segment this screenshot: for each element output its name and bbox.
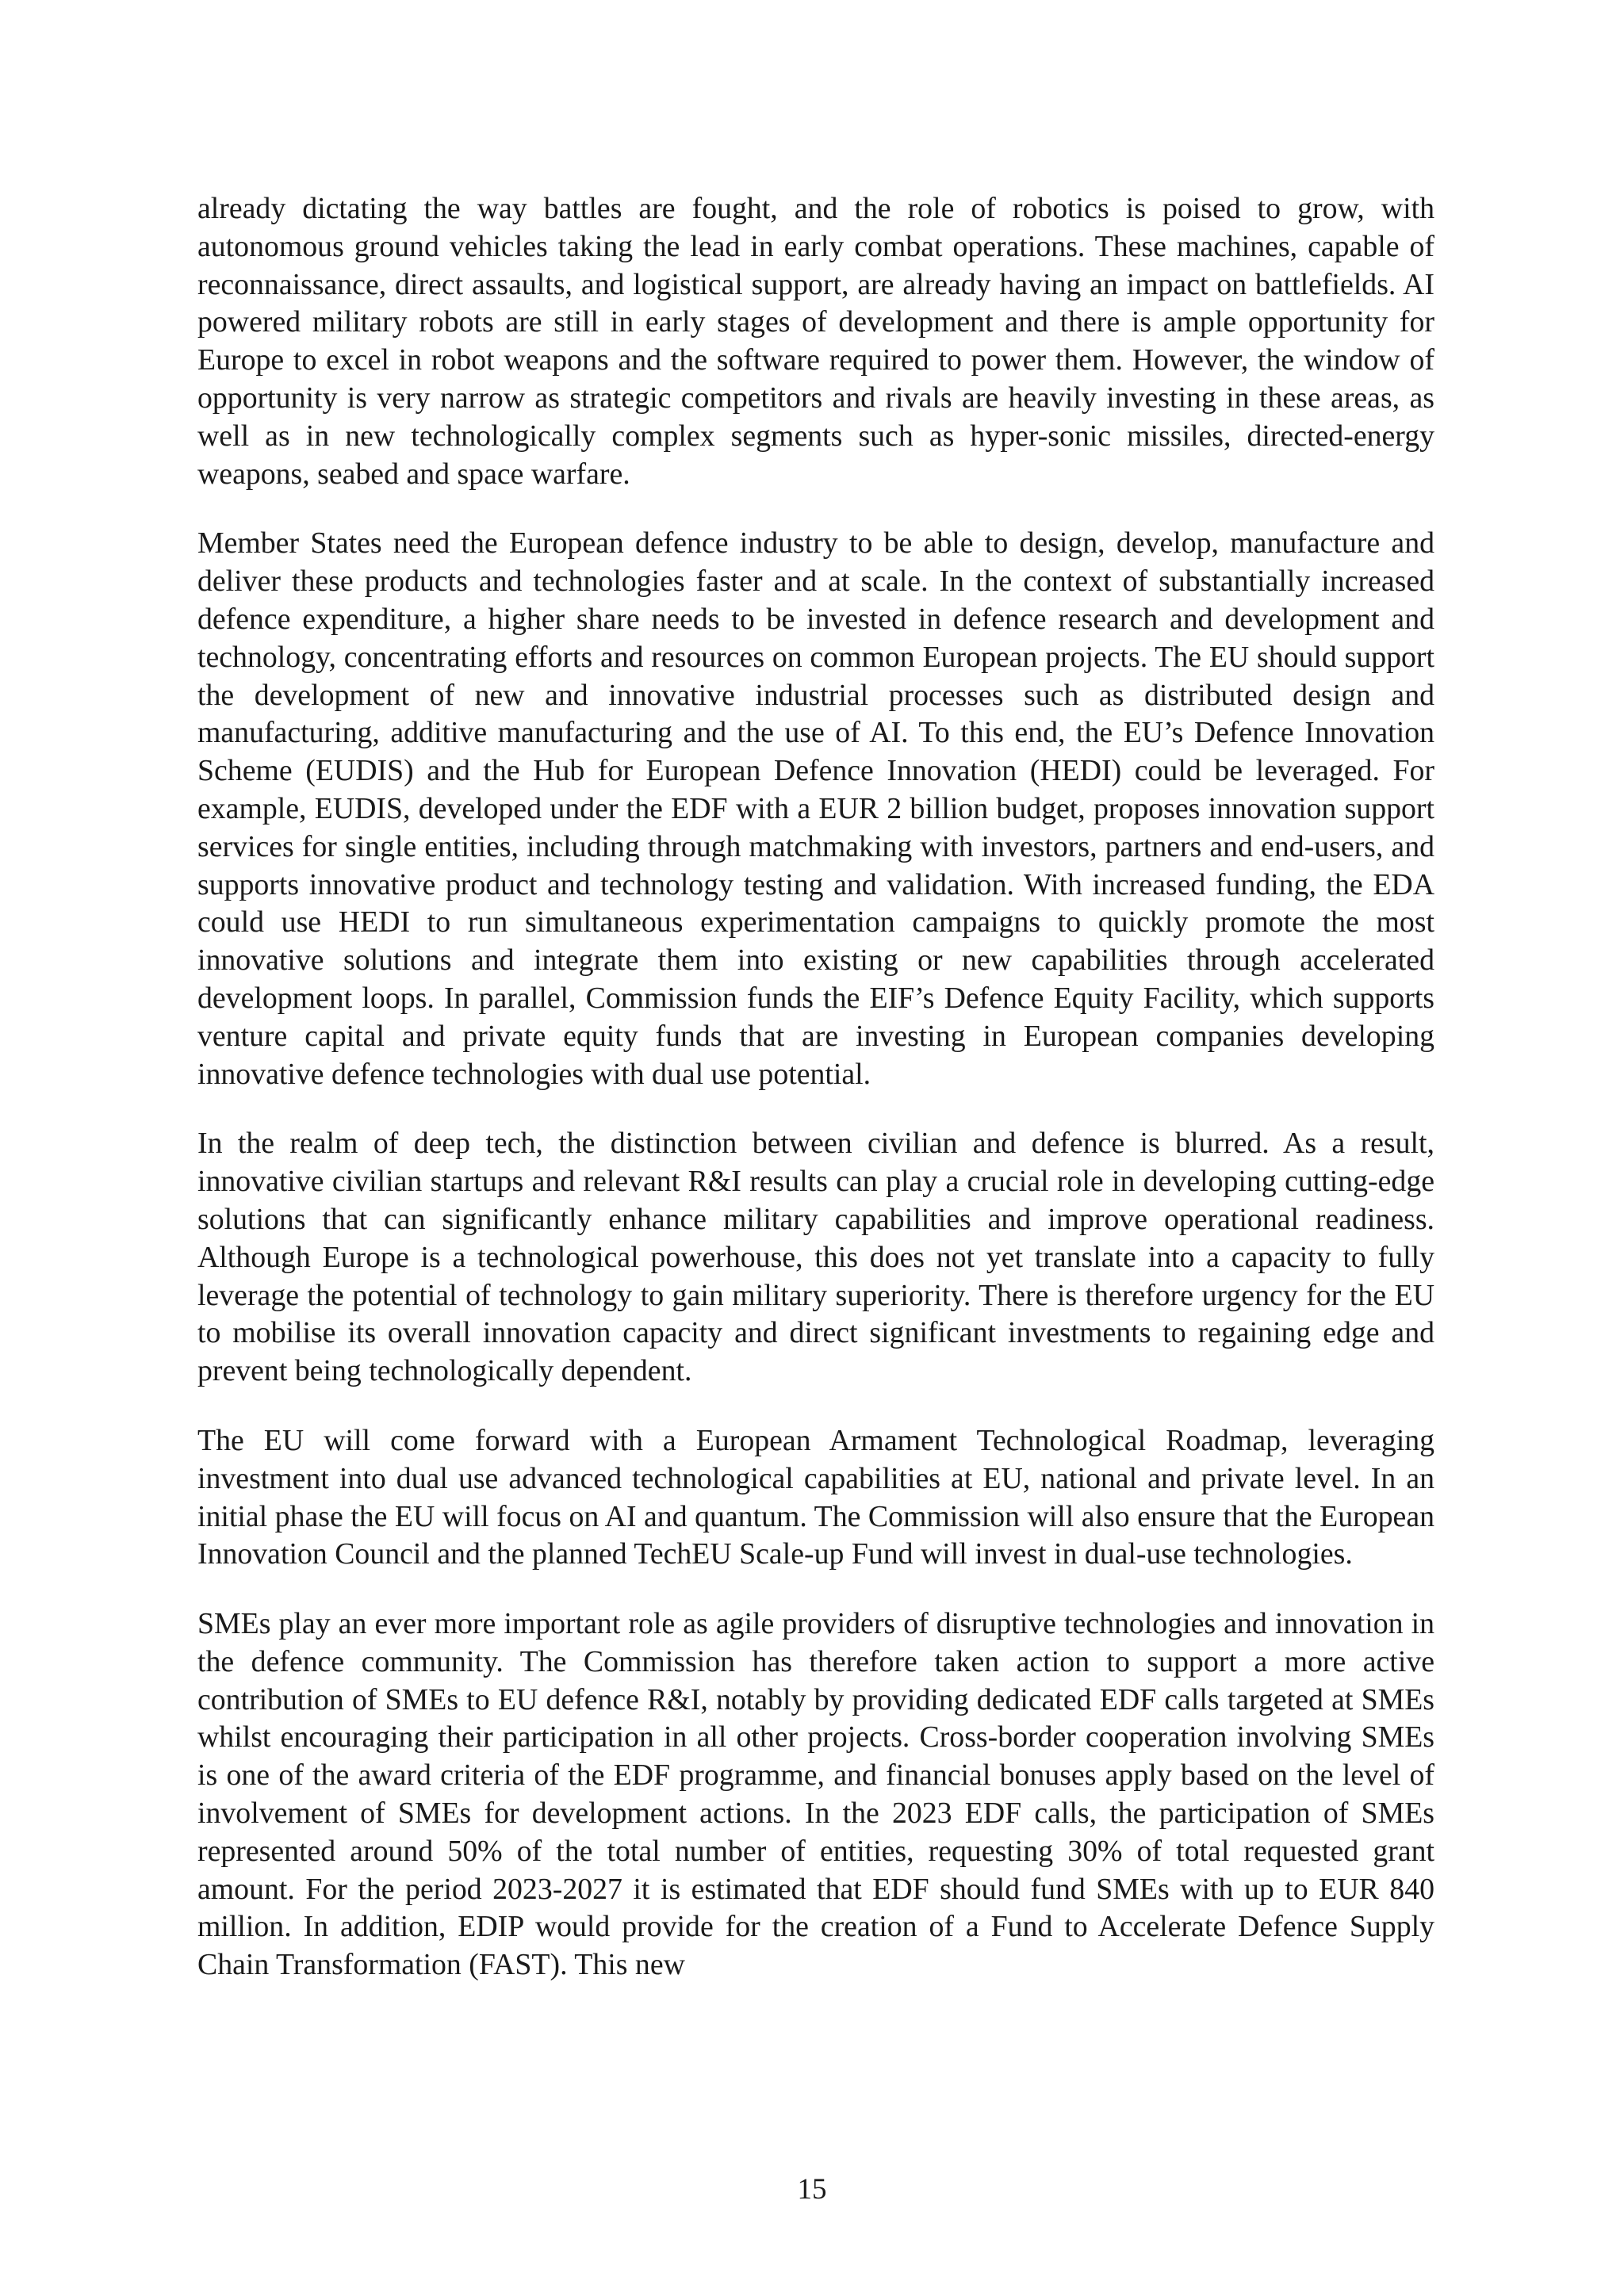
body-text <box>197 190 1434 2016</box>
paragraph-robotics: already dictating the way battles are fought, and the role of robotics is poised to grow, with autonomous ground vehicles taking the lead in early combat operations. These machines, capable of reconnaissance, direct assaults, and logistical support, are already having an impact on battlefields. AI powered military robots are still in early stages of development and there is ample opportunity for Europe to excel in robot weapons and the software required to power them. However, the window of opportunity is very narrow as strategic competitors and rivals are heavily investing in these areas, as well as in new technologically complex segments such as hyper-sonic missiles, directed-energy weapons, seabed and space warfare. <box>197 192 1434 491</box>
paragraph-deep-tech: In the realm of deep tech, the distinction between civilian and defence is blurred. As a result, innovative civilian startups and relevant R&I results can play a crucial role in developing cutting-edge solutions that can significantly enhance military capabilities and improve operational readiness. Although Europe is a technological powerhouse, this does not yet translate into a capacity to fully leverage the potential of technology to gain military superiority. There is therefore urgency for the EU to mobilise its overall innovation capacity and direct significant investments to regaining edge and prevent being technologically dependent. <box>197 1127 1434 1388</box>
paragraph-member-states: Member States need the European defence industry to be able to design, develop, manufacture and deliver these products and technologies faster and at scale. In the context of substantially increased defence expenditure, a higher share needs to be invested in defence research and development and technology, concentrating efforts and resources on common European projects. The EU should support the development of new and innovative industrial processes such as distributed design and manufacturing, additive manufacturing and the use of AI. To this end, the EU’s Defence Innovation Scheme (EUDIS) and the Hub for European Defence Innovation (HEDI) could be leveraged. For example, EUDIS, developed under the EDF with a EUR 2 billion budget, proposes innovation support services for single entities, including through matchmaking with investors, partners and end-users, and supports innovative product and technology testing and validation. With increased funding, the EDA could use HEDI to run simultaneous experimentation campaigns to quickly promote the most innovative solutions and integrate them into existing or new capabilities through accelerated development loops. In parallel, Commission funds the EIF’s Defence Equity Facility, which supports venture capital and private equity funds that are investing in European companies developing innovative defence technologies with dual use potential. <box>197 526 1434 1091</box>
paragraph-smes: SMEs play an ever more important role as agile providers of disruptive technologies and innovation in the defence community. The Commission has therefore taken action to support a more active contribution of SMEs to EU defence R&I, notably by providing dedicated EDF calls targeted at SMEs whilst encouraging their participation in all other projects. Cross-border cooperation involving SMEs is one of the award criteria of the EDF programme, and financial bonuses apply based on the level of involvement of SMEs for development actions. In the 2023 EDF calls, the participation of SMEs represented around 50% of the total number of entities, requesting 30% of total requested grant amount. For the period 2023-2027 it is estimated that EDF should fund SMEs with up to EUR 840 million. In addition, EDIP would provide for the creation of a Fund to Accelerate Defence Supply Chain Transformation (FAST). This new <box>197 1607 1434 1982</box>
page-number: 15 <box>797 2173 827 2206</box>
paragraph-roadmap: The EU will come forward with a European Armament Technological Roadmap, leveraging investment into dual use advanced technological capabilities at EU, national and private level. In an initial phase the EU will focus on AI and quantum. The Commission will also ensure that the European Innovation Council and the planned TechEU Scale-up Fund will invest in dual-use technologies. <box>197 1423 1434 1571</box>
